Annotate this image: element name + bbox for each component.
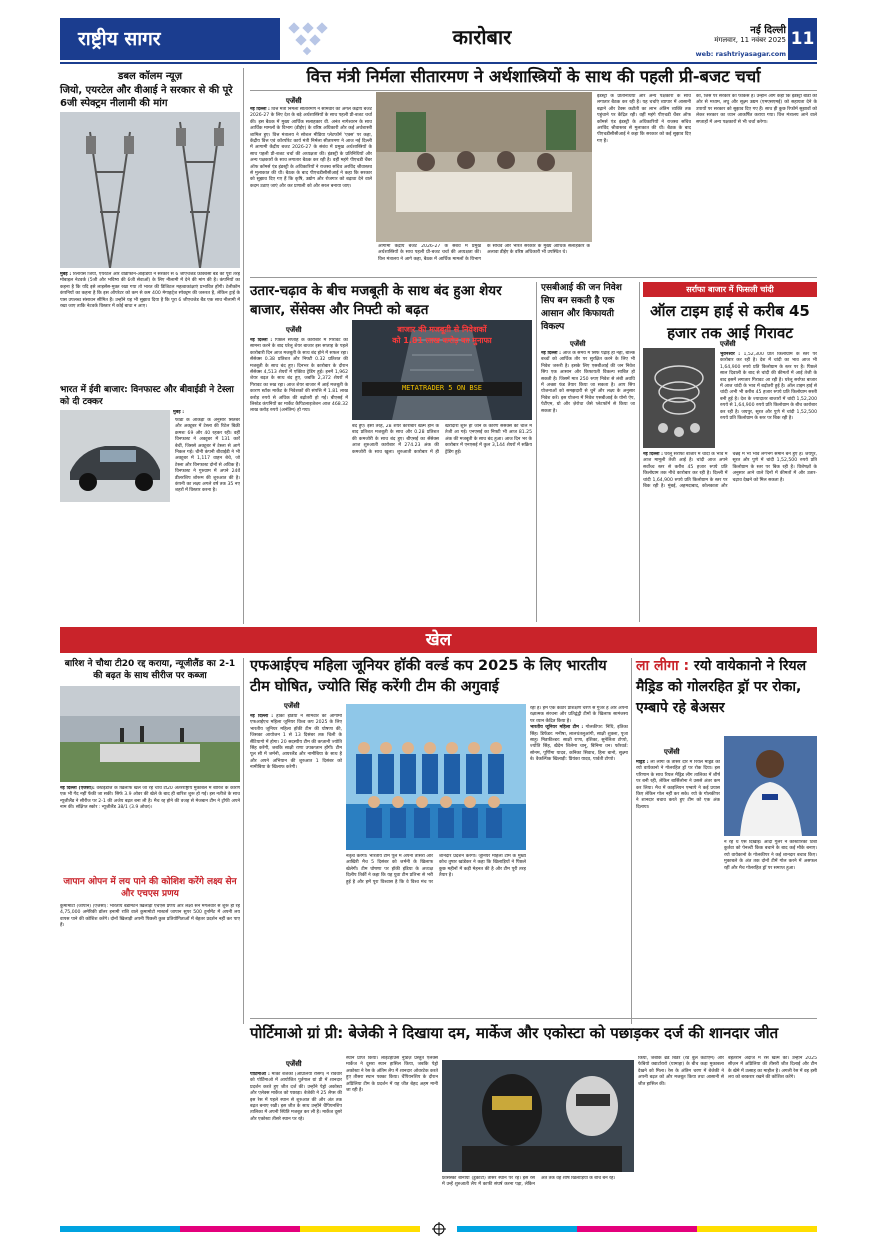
bse-overlay-line-1: बाजार की मजबूती से निवेशकों (397, 325, 487, 334)
sbi-text: आज के समय में सिर्फ पढ़ाई ही नहीं, बल्कि बच्चों को आर्थिक तौर पर सुरक्षित करने के लिए भी निवेश जरूरी है। इसके लिए एसबीआई की जन निवेश सिप एक आसान और किफायती विकल्प साबित हो सकती है। जिसमें मात्र 250 रुपए निवेश से लंबी अवधि में अच्छा फंड तैयार किया जा सकता है। आप सिप योजनाओं को समझदारी से चुनें और लक्ष्य के अनुसार निवेश करें। इस योजना में निवेश एसबीआई के योनो ऐप, पेटीएम, ग्रो और ज़ेरोधा जैसे प्लेटफॉर्म से किया जा सकता है। (541, 351, 635, 414)
badminton-body (60, 904, 240, 1024)
laliga-headline-box (636, 656, 817, 719)
nz-headline: बारिश ने चौथा टी20 रद्द कराया, न्यूजीलैंड का 2-1 की बढ़त के साथ सीरीज पर कब्जा (64, 659, 236, 681)
silver-body: नई दिल्ली : घरेलू सर्राफा बाजार में चांदी के भाव में आज मामूली तेजी आई है। चांदी आज अपने सर्वोच्च स्तर से करीब 45 हजार रुपये प्रति किलोग्राम तक नीचे कारोबार कर रही है। दिल्ली में चांदी 1,64,900 रुपये प्रति किलोग्राम के स्तर पर बिक रही है। मुंबई, अहमदाबाद, कोलकाता और चेन्नई में भी भाव लगभग समान बने हुए हैं। जयपुर, सूरत और पुणे में चांदी 1,52,500 रुपये प्रति किलोग्राम के स्तर पर बिक रही है। विशेषज्ञों के अनुसार आने वाले दिनों में कीमतों में और उतार-चढ़ाव देखने को मिल सकता है। (643, 452, 817, 490)
market-byline: एजेंसी (286, 326, 302, 334)
nz-body (60, 786, 240, 872)
left-story-2-body (60, 418, 240, 614)
hockey-headline: एफआईएच महिला जूनियर हॉकी वर्ल्ड कप 2025 के लिए भारतीय टीम घोषित, ज्योति सिंह करेंगी टीम की अगुवाई (250, 658, 607, 695)
left-story-2-text: फाडा के आंकड़ों के अनुसार सितंबर और अक्टूबर में टेस्ला की रिटेल बिक्री क्रमशः 69 और 40 रहकर रही। वहीं विनफास्ट ने अक्टूबर में 131 कारें बेचीं, जिससे अक्टूबर में टेस्ला से आगे निकल गई। चीनी कंपनी बीवाईडी ने भी अक्टूबर में 1,117 वाहन बेचे, जो टेस्ला और विनफास्ट दोनों से अधिक हैं। विनफास्ट ने गुरुग्राम में अपने 24वें डीलरशिप शोरूम की शुरुआत की है। कंपनी का लक्ष्य अगले वर्ष तक 35 नए शहरों में विस्तार करना है। (175, 418, 240, 494)
left-story-1-body (60, 272, 240, 384)
motogp-body (250, 1072, 342, 1220)
motogp-dateline: पोर्टिमाओ : (250, 1072, 270, 1077)
masthead-date: मंगलवार, 11 नवंबर 2025 (714, 36, 786, 44)
section-title: कारोबार (452, 25, 512, 49)
silver-text: 1,52,300 प्रति किलोग्राम के स्तर पर कारोबार कर रही है। देश में चांदी का भाव आज भी 1,64,900 रुपये प्रति किलोग्राम के स्तर पर है। पिछले साल दिवाली के बाद से चांदी की कीमतों में आई तेजी के बाद इसमें लगातार गिरावट आ रही है। घरेलू सर्राफा बाजार में आज चांदी के भाव में बढ़ोतरी हुई है। ऑल टाइम हाई से चांदी अभी भी करीब 45 हजार रुपये प्रति किलोग्राम सस्ती बनी हुई है। देश के ज्यादातर बाजारों में चांदी 1,52,200 रुपये से 1,64,900 रुपये प्रति किलोग्राम के बीच कारोबार कर रही है। जयपुर, सूरत और पुणे में चांदी 1,52,500 रुपये प्रति किलोग्राम के स्तर पर बिक रही है। (720, 352, 817, 422)
silver-dateline-1: भुवनेश्वर : (720, 352, 741, 357)
sports-band-title: खेल (425, 630, 452, 650)
silver-side-body (720, 352, 817, 448)
sbi-byline: एजेंसी (570, 340, 586, 348)
lead-text-continued: आगामी केंद्रीय बजट 2026-27 के संबंध में प्रमुख अर्थशास्त्रियों के साथ पहली प्री-बजट चर्चा की अध्यक्षता की। वित्त मंत्रालय ने आगे कहा, बैठक में आर्थिक मामलों के विभाग के सचिव और भारत सरकार के मुख्य आर्थिक सलाहकार के अलावा डीईए के वरिष्ठ अधिकारी भी उपस्थित थे। (378, 244, 590, 262)
sports-band (60, 627, 817, 653)
silver-jewelry-photo (643, 348, 715, 448)
market-text: पिछले सप्ताह के कारोबार में गिरावट का सामना करने के बाद घरेलू शेयर बाजार इस सप्ताह के पहले कारोबारी दिन आज मजबूती के साथ बंद होने में सफल रहा। सेंसेक्स 0.38 प्रतिशत और निफ्टी 0.32 प्रतिशत की मजबूती के साथ बंद हुए। दिनभर के कारोबार के दौरान सेंसेक्स 4,513 शेयरों में एक्टिव ट्रेडिंग हुई। इनमें 1,962 शेयर बढ़त के साथ बंद हुए, जबकि 2,372 शेयरों में गिरावट का रुख रहा। आज शेयर बाजार में आई मजबूती के कारण स्टॉक मार्केट के निवेशकों की संपत्ति में 1.81 लाख करोड़ रुपये से अधिक की बढ़ोतरी हो गई। बीएसई में लिस्टेड कंपनियों का मार्केट कैपिटलाइजेशन आज 468.32 लाख करोड़ रुपये (अनंतिम) हो गया। (250, 338, 348, 414)
lead-body-col3 (378, 244, 590, 274)
silver-kicker: सर्राफा बाजार में फिसली चांदी (643, 282, 817, 297)
hockey-squad-list: गोलकीपर: निधि, इतिका सिंह। डिफेंडर: मनीषा, लालथंतलुआंगी, साक्षी शुक्ला, पूजा साहू। मिडफील्डर: साक्षी राणा, इशिका, सुनेलिता टोप्पो, ज्योति सिंह, खैदेम शिलेमा चानू, बिनिमा धन। फॉरवर्ड: सोनम, पूर्णिमा यादव, कनिका सिवाच, हिना बानो, सुक्ष्मा बे। वैकल्पिक खिलाड़ी: प्रियंका यादव, पार्वती टोप्पो। (530, 725, 628, 763)
silver-byline: एजेंसी (720, 340, 736, 348)
meeting-photo (376, 92, 592, 242)
lead-dateline: नई दिल्ली : (250, 107, 270, 112)
nz-text: वेस्टइंडीज के खिलाफ खेले जा रहे चौथे टी20 अंतरराष्ट्रीय मुकाबले में बारिश के कारण एक भी गेंद नहीं फेंकी जा सकी। सिर्फ 3.9 ओवर की खेले के बाद ही बारिश शुरू हो गई। इस नतीजे के साथ न्यूजीलैंड ने सीरीज पर 2-1 की अजेय बढ़त बना ली है। मैच रद्द होने की वजह से मेजबान टीम ने ट्रॉफी अपने नाम की। संक्षिप्त स्कोर : न्यूजीलैंड 38/1 (3.9 ओवर)। (60, 786, 240, 811)
left-tag: डबल कॉलम न्यूज़ (117, 71, 182, 82)
tower-photo (60, 112, 240, 268)
market-body-col1 (250, 338, 348, 620)
badminton-text: कुमामोटो (जापान) (एजेंसी): भारतीय बैडमिंटन खिलाड़ी एचएस प्रणय और लक्ष्य सेन मंगलवार से शुरू हो रहे 4,75,000 अमेरिकी डॉलर इनामी राशि वाले कुमामोटो मास्टर्स जापान सुपर 500 टूर्नामेंट में अपनी लय वापस पाने की कोशिश करेंगे। दोनों खिलाड़ी अपनी पिछली कुछ प्रतियोगिताओं में बेहतर प्रदर्शन नहीं कर पाए हैं। (60, 904, 240, 929)
market-headline: उतार-चढ़ाव के बीच मजबूती के साथ बंद हुआ शेयर बाजार, सेंसेक्स और निफ्टी को बढ़त (250, 283, 502, 318)
hockey-body-col2: नेतृत्व करेगी। भारतीय टीम पूल में अपना तीसरा और आखिरी मैच 5 दिसंबर को जर्मनी के खिलाफ खेलेगी। टीम घोषणा पर हॉकी इंडिया के अध्यक्ष दिलीप तिर्की ने कहा कि यह युवा टीम प्रतिभा से भरी हुई है और हमें पूरा विश्वास है कि वे विश्व मंच पर शानदार प्रदर्शन करेंगी। जूनियर महिला टीम के मुख्य कोच तुषार खांडेकर ने कहा कि खिलाड़ियों ने पिछले कुछ महीनों में कड़ी मेहनत की है और टीम पूरी तरह तैयार है। (346, 854, 526, 885)
laliga-byline: एजेंसी (664, 748, 680, 756)
masthead (60, 18, 817, 60)
masthead-city: नई दिल्ली (750, 25, 786, 36)
nz-dateline: नई दिल्ली (एजेंसी): (60, 786, 95, 791)
lead-headline: वित्त मंत्री निर्मला सीतारमण ने अर्थशास्त्रियों के साथ की पहली प्री-बजट चर्चा (306, 67, 761, 86)
left-headline-2: भारत में ईवी बाजार: विनफास्ट और बीवाईडी ने टेस्ला को दी टक्कर (60, 385, 234, 407)
masthead-rule (60, 62, 817, 64)
badminton-headline: जापान ओपन में लय पाने की कोशिश करेंगे लक्ष्य सेन और एचएस प्रणय (63, 877, 237, 899)
paper-name: राष्ट्रीय सागर (78, 28, 161, 50)
bse-overlay-line-2: को 1.81 लाख करोड़ का मुनाफा (392, 336, 492, 345)
lead-body-col4: इंडस्ट्री के प्रतिनिधियों और अन्य पक्षकारों के साथ लगातार बैठक कर रही है। यह चर्चाएं व्यापार में आसानी बढ़ाने और टैक्स कटौती का लाभ अंतिम व्यक्ति तक पहुंचाने पर केंद्रित रही। वहीं महंगे पीएचडी चैंबर ऑफ कॉमर्स एंड इंडस्ट्री के अधिकारियों ने राजस्व सचिव अरविंद श्रीवास्तव से मुलाकात की थी। बैठक के बाद पीएचडीसीसीआई ने कहा कि सरकार को कई सुझाव दिए गए हैं। (597, 94, 691, 144)
bse-board: METATRADER 5 ON BSE (401, 384, 483, 392)
laliga-body-col2: ने रहे थे ऐसे दिखाई। आर्दा गुलर ने कोस्टारिका टिबो कुर्तवा को पेनल्टी किक बचाने के बाद कई मौके बनाए। रयो वायेकानो के गोलकीपर ने कई शानदार बचाव किए। मुकाबले के अंत तक दोनों टीमें गोल करने में असफल रहीं और मैच गोलरहित ड्रॉ पर समाप्त हुआ। (724, 840, 817, 871)
hockey-divider (631, 658, 632, 1024)
hockey-team-photo (346, 704, 526, 850)
hockey-squad: रहा है। हम एक कठोर प्रशिक्षण चरण से गुजरे हैं और अपनी रक्षात्मक संरचना और प्रतिद्वंद्वी टीमों के खिलाफ सामंजस्य पर ध्यान केंद्रित किया है। भारतीय जूनियर महिला टीम : गोलकीपर: निधि, इतिका सिंह। डिफेंडर: मनीषा, लालथंतलुआंगी, साक्षी शुक्ला, पूजा साहू। मिडफील्डर: साक्षी राणा, इशिका, सुनेलिता टोप्पो, ज्योति सिंह, खैदेम शिलेमा चानू, बिनिमा धन। फॉरवर्ड: सोनम, पूर्णिमा यादव, कनिका सिवाच, हिना बानो, सुक्ष्मा बे। वैकल्पिक खिलाड़ी: प्रियंका यादव, पार्वती टोप्पो। (530, 706, 628, 763)
left-story-1-dateline: मुंबई : (60, 272, 72, 277)
laliga-headline: रयो वायेकानो ने रियल मैड्रिड को गोलरहित ड्रॉ पर रोका, एम्बापे रहे बेअसर (636, 658, 807, 716)
motogp-text: मार्को बेजेकी (अप्रिलिया रेसिंग) ने रविवार को पोर्टिमाओ में आयोजित पुर्तगाल ग्रां प्री में शानदार प्रदर्शन करते हुए जीत दर्ज की। उन्होंने पेड्रो अकोस्टा और एलेक्स मार्केज को पछाड़ा। बेजेकी ने 25 लैप्स की इस रेस में पहले स्थान से शुरुआत की और अंत तक बढ़त बनाए रखी। इस जीत के साथ उन्होंने चैंपियनशिप तालिका में अपनी स्थिति मजबूत कर ली है। मार्केज दूसरे और एकोस्टा तीसरे स्थान पर रहे। (250, 1072, 342, 1122)
motogp-caption: फ्रांसेस्को बानाया (डुकाटी) तीसरे स्थान पर रहे। इस रेस में उन्हें शुरुआती लैप में काफी संघर्ष करना पड़ा, लेकिन अंत तक वह शीर्ष खिलाड़ियों के बीच बने रहे। (442, 1176, 616, 1188)
market-divider (536, 282, 537, 622)
lead-body-col5: की, जिस पर सरकार का फोकस है। उन्होंने आगे कहा कि इंडस्ट्री बॉडी की ओर से मध्यम, लघु और सूक्ष्म उद्यम (एमएसएमई) को सहायता देने के उपायों पर सरकार को सुझाव दिए गए हैं। साथ ही कुछ रिफॉर्म सुझावों को लेकर सरकार का ध्यान आकर्षित कराया गया। वित्त मंत्रालय आने वाले सप्ताहों में अन्य पक्षकारों से भी चर्चा करेगा। (696, 94, 817, 125)
motogp-body-col2: स्थान प्राप्त किया। लाइटहाउस नुडिज़ प्रस्तुत एलेक्स मार्केज ने दूसरा स्थान हासिल किया, जबकि पेड्रो अकोस्टा ने रेस के अंतिम लैप में शानदार ओवरटेक करते हुए तीसरा स्थान पक्का किया। चैंपियनशिप के दौरान अप्रिलिया टीम के प्रदर्शन में यह जीत बेहद अहम मानी जा रही है। (346, 1056, 438, 1094)
paper-name-box (60, 18, 280, 60)
hockey-squad-title: भारतीय जूनियर महिला टीम : (530, 725, 584, 731)
lead-body (250, 107, 372, 255)
masthead-web[interactable]: web: rashtriyasagar.com (695, 50, 786, 58)
left-story-1-text: रिलायंस जियो, एयरटेल और वोडाफोन-आइडिया ने सरकार से 6 जीएचजेड फ्रीक्वेंसी बैंड की पूरी तरह मोबाइल नेटवर्क (5जी और भविष्य की 6जी सेवाओं) के लिए नीलामी में देने की मांग की है। कंपनियों का कहना है कि यदि इसे लाइसेंस-मुक्त रखा गया तो भारत की डिजिटल महत्वाकांक्षाएं प्रभावित होंगी। टेलीकॉम कंपनियों का कहना है कि इस ऑपरेटर को कम से कम 400 मेगाहर्ट्ज स्पेक्ट्रम की जरूरत है, लेकिन ट्राई के पास उपलब्ध संसाधन सीमित हैं। उन्होंने यह भी सुझाव दिया है कि पूरा 6 जीएचजेड बैंड एक साथ नीलामी में रखा जाए ताकि नेटवर्क विस्तार में कोई बाधा न आए। (60, 272, 240, 310)
left-col-divider (243, 68, 244, 624)
lead-byline: एजेंसी (286, 97, 302, 105)
lead-rule (250, 90, 817, 91)
motogp-headline: पोर्टिमाओ ग्रां प्री: बेजेकी ने दिखाया दम, मार्केज और एकोस्टा को पछाड़कर दर्ज की शानदार जीत (250, 1024, 779, 1042)
nz-divider (243, 658, 244, 1024)
bse-photo (352, 320, 532, 420)
lead-text: वित्त मंत्री निर्मला सीतारमण ने सोमवार को अगले केंद्रीय बजट 2026-27 के लिए देश के बड़े अर्थशास्त्रियों के साथ पहली प्री-बजट चर्चा की। इस बैठक में मुख्य आर्थिक सलाहकार वी. अनंत नागेश्वरन के साथ आर्थिक मामलों के विभाग (डीईए) के वरिष्ठ अधिकारी और कई अर्थशास्त्री शामिल हुए। वित्त मंत्रालय ने सोशल मीडिया प्लेटफॉर्म 'एक्स' पर कहा, केंद्रीय वित्त एवं कॉरपोरेट कार्य मंत्री निर्मला सीतारमण ने आज नई दिल्ली में आगामी केंद्रीय बजट 2026-27 के संबंध में प्रमुख अर्थशास्त्रियों के साथ पहली प्री-बजट चर्चा की अध्यक्षता की। इंडस्ट्री के प्रतिनिधियों और अन्य पक्षकारों के साथ लगातार बैठक कर रही है। वहीं महंगे पीएचडी चैंबर ऑफ कॉमर्स एंड इंडस्ट्री के अधिकारियों ने राजस्व सचिव अरविंद श्रीवास्तव से मुलाकात की थी। बैठक के बाद पीएचडीसीसीआई ने कहा कि सरकार को सुझाव दिए गए हैं कि कृषि, उद्योग और रोजगार को बढ़ावा देने वाले कदम उठाए जाएं और कर प्रणाली को और सरल बनाया जाए। (250, 107, 372, 189)
lead-bottom-rule (250, 277, 817, 278)
market-body-col2: बंद हुए। इसी तरह, 28 शेयर कारोबार खत्म होने के बाद प्रतिशत मजबूती के साथ और 0.28 प्रतिशत की कमजोरी के साथ बंद हुए। बीएसई का सेंसेक्स आज शुरुआती कारोबार में 274.23 अंक की कमजोरी के साथ खुला। शुरुआती कारोबार में ही खरीदारी शुरू हो जाने के कारण सेंसेक्स की चाल में तेजी आ गई। एनएसई का निफ्टी भी आज 81.25 अंक की मजबूती के साथ बंद हुआ। आज दिन भर के कारोबार में एनएसई में कुल 3,144 शेयरों में सक्रिय ट्रेडिंग हुई। (352, 424, 532, 455)
sbi-headline: एसबीआई की जन निवेश सिप बन सकती है एक आसान और किफायती विकल्प (541, 283, 622, 332)
hockey-byline: एजेंसी (284, 702, 300, 710)
registration-mark-icon (432, 1222, 446, 1236)
motogp-body-col4: किया, जबकि ब्रैड बिंडर (रेड बुल केटीएम) और फेबियो क्वार्टारारो (यामाहा) के बीच कड़ा मुकाबला देखने को मिला। रेस के अंतिम चरण में बेजेकी ने अपनी बढ़त को और मजबूत किया तथा आसानी से जीत हासिल की। (638, 1056, 724, 1087)
motogp-caption-text: फ्रांसेस्को बानाया (डुकाटी) तीसरे स्थान पर रहे। (442, 1176, 521, 1181)
sbi-dateline: नई दिल्ली : (541, 351, 562, 356)
rain-stadium-photo (60, 686, 240, 782)
hockey-text: हॉकी इंडिया ने सोमवार को आगामी एफआईएच महिला जूनियर विश्व कप 2025 के लिए भारतीय जूनियर महिला हॉकी टीम की घोषणा की, जिसका आयोजन 1 से 13 दिसंबर तक चिली के सैंटियागो में होगा। 20 सदस्यीय टीम की कप्तानी ज्योति सिंह करेंगी, जबकि साक्षी राणा उपकप्तान होंगी। टीम पूल सी में जर्मनी, आयरलैंड और नामीबिया के साथ है और अपने अभियान की शुरुआत 1 दिसंबर को नामीबिया के खिलाफ करेगी। (250, 714, 342, 771)
mbappe-photo (724, 736, 817, 836)
laliga-body (636, 760, 720, 1014)
motogp-body-col5: बेहतरीन अंदाज में रेस खत्म की। उन्होंने 2025 सीज़न में अप्रिलिया की तीसरी जीत दिलाई और टीम के खेमे में उत्साह का माहौल है। अगली रेस में वह इसी लय को बरकरार रखने की कोशिश करेंगे। (728, 1056, 817, 1081)
masthead-diamonds (280, 18, 370, 60)
left-headline-1: जियो, एयरटेल और वीआई ने सरकार से की पूरे 6जी स्पेक्ट्रम नीलामी की मांग (60, 85, 233, 109)
silver-headline: ऑल टाइम हाई से करीब 45 हजार तक आई गिरावट (650, 302, 810, 342)
market-body-col3 (452, 424, 532, 620)
motogp-byline: एजेंसी (286, 1060, 302, 1068)
hockey-dateline: नई दिल्ली : (250, 714, 274, 719)
sbi-body (541, 351, 635, 621)
sbi-divider (639, 282, 640, 622)
silver-dateline-2: नई दिल्ली : (643, 452, 663, 457)
left-story-2-dateline: मुंबई : (173, 410, 185, 415)
laliga-dateline: मैड्रिड : (636, 760, 649, 765)
market-dateline: नई दिल्ली : (250, 338, 273, 343)
laliga-kicker: ला लीगा : (636, 658, 690, 674)
motogp-rider-photo (442, 1060, 634, 1172)
bse-overlay (362, 324, 522, 346)
page-number: 11 (788, 18, 817, 60)
hockey-body (250, 714, 342, 1014)
motogp-rule (250, 1018, 817, 1019)
laliga-text: ला लीगा के तीसरे दौर में रियल मैड्रिड को रयो वायेकानो ने गोलरहित ड्रॉ पर रोक दिया। इस परिणाम के साथ रियल मैड्रिड लीग तालिका में शीर्ष पर बनी रही, लेकिन बार्सिलोना ने उससे अंतर कम कर लिया। मैच में काइलियन एम्बापे ने कई प्रयास किए लेकिन गोल नहीं कर सके। रयो के गोलकीपर ने शानदार बचाव करते हुए टीम को एक अंक दिलाया। (636, 760, 720, 810)
